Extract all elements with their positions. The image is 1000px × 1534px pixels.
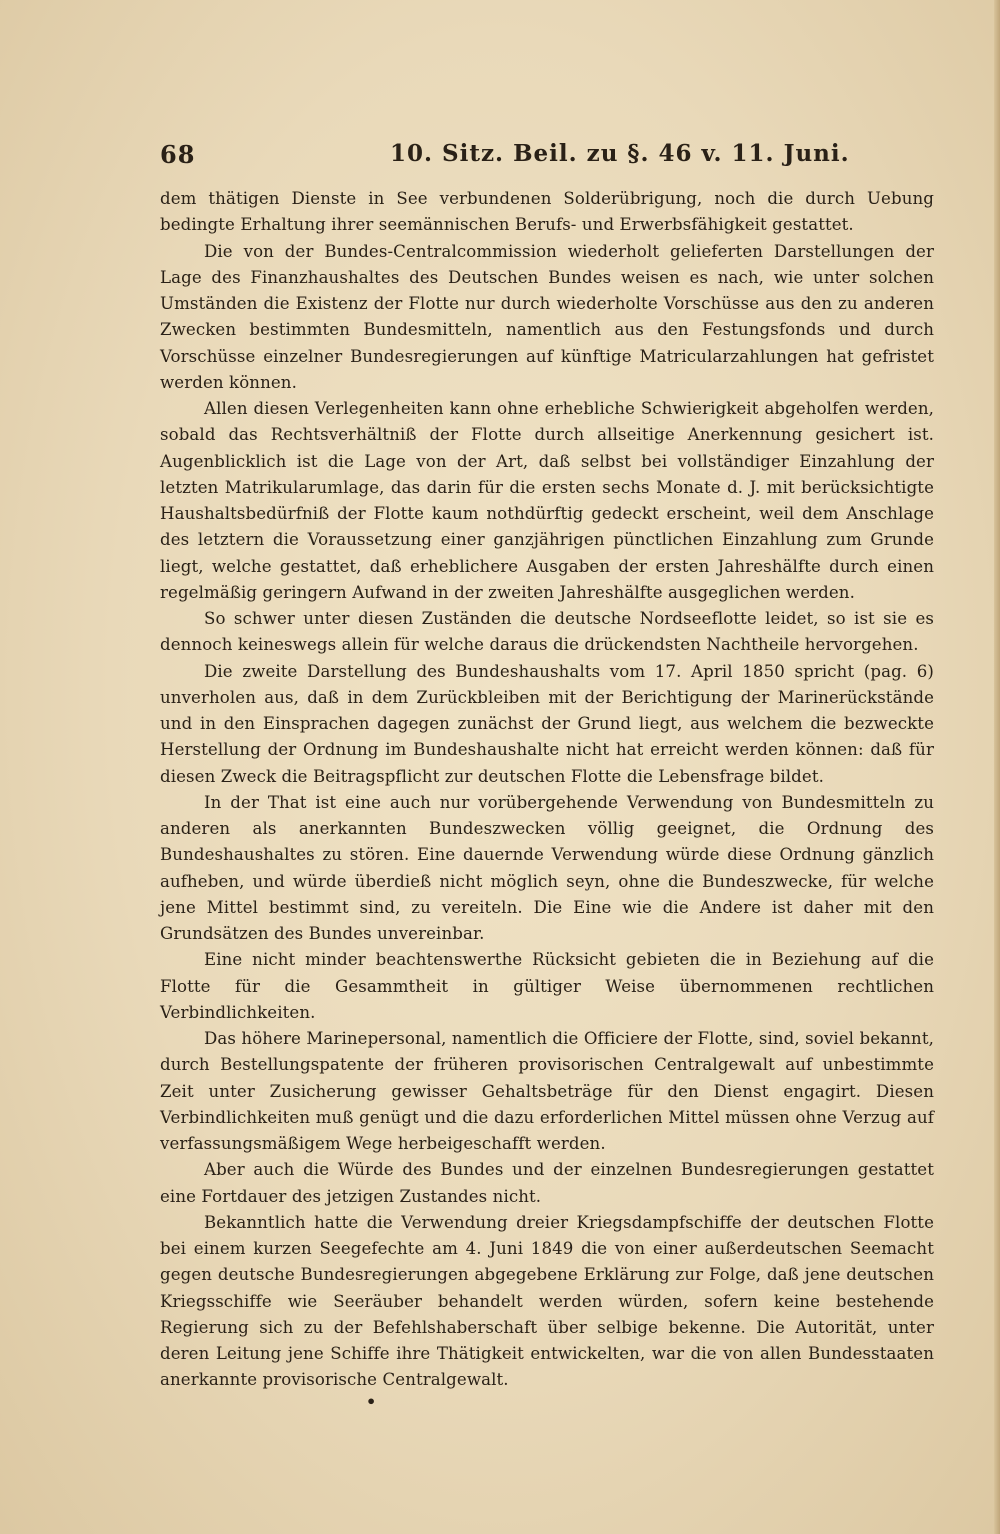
end-mark: • — [366, 1392, 377, 1411]
paragraph: So schwer unter diesen Zuständen die deutsche Nordseeflotte leidet, so ist sie es dennoch keineswegs allein für welche daraus die drückendsten Nachtheile hervorgehen. — [160, 609, 934, 655]
running-head: 10. Sitz. Beil. zu §. 46 v. 11. Juni. — [390, 140, 850, 167]
paragraph: Bekanntlich hatte die Verwendung dreier Kriegsdampfschiffe der deutschen Flotte bei einem kurzen Seegefechte am 4. Juni 1849 die von einer außerdeutschen Seemacht gegen deutsche Bundesregierungen abgegebene Erklärung zur Folge, daß jene deutschen Kriegsschiffe wie Seeräuber behandelt werden würden, sofern keine bestehende Regierung sich zu der Befehlshaberschaft über selbige bekenne. Die Autorität, unter deren Leitung jene Schiffe ihre Thätigkeit entwickelten, war die von allen Bundesstaaten anerkannte provisorische Centralgewalt. — [160, 1212, 934, 1390]
paragraph: Aber auch die Würde des Bundes und der einzelnen Bundesregierungen gestattet eine Fortdauer des jetzigen Zustandes nicht. — [160, 1160, 934, 1206]
paragraph: Die von der Bundes-Centralcommission wiederholt gelieferten Darstellungen der Lage des Finanzhaushaltes des Deutschen Bundes weisen es nach, wie unter solchen Umständen die Existenz der Flotte nur durch wiederholte Vorschüsse aus den zu anderen Zwecken bestimmten Bundesmitteln, namentlich aus den Festungsfonds und durch Vorschüsse einzelner Bundesregierungen auf künftige Matricularzahlungen hat gefristet werden können. — [160, 241, 934, 392]
page-edge-shadow — [994, 0, 1000, 1534]
paragraph: Die zweite Darstellung des Bundeshaushalts vom 17. April 1850 spricht (pag. 6) unverholen aus, daß in dem Zurückbleiben mit der Berichtigung der Marinerückstände und in den Einsprachen dagegen zunächst der Grund liegt, aus welchem die bezweckte Herstellung der Ordnung im Bundeshaushalte nicht hat erreicht werden können: daß für diesen Zweck die Beitragspflicht zur deutschen Flotte die Lebensfrage bildet. — [160, 661, 934, 786]
paragraph-continuation: dem thätigen Dienste in See verbundenen Solderübrigung, noch die durch Uebung bedingte Erhaltung ihrer seemännischen Berufs- und Erwerbsfähigkeit gestattet. — [160, 189, 934, 235]
paragraph: Allen diesen Verlegenheiten kann ohne erhebliche Schwierigkeit abgeholfen werden, sobald das Rechtsverhältniß der Flotte durch allseitige Anerkennung gesichert ist. Augenblicklich ist die Lage von der Art, daß selbst bei vollständiger Einzahlung der letzten Matrikularumlage, das darin für die ersten sechs Monate d. J. mit berücksichtigte Haushaltsbedürfniß der Flotte kaum nothdürftig gedeckt erscheint, weil dem Anschlage des letztern die Voraussetzung einer ganzjährigen pünctlichen Einzahlung zum Grunde liegt, welche gestattet, daß erheblichere Ausgaben der ersten Jahreshälfte durch einen regelmäßig geringern Aufwand in der zweiten Jahreshälfte ausgeglichen werden. — [160, 399, 934, 602]
page-header — [160, 140, 934, 176]
paragraph: In der That ist eine auch nur vorübergehende Verwendung von Bundesmitteln zu anderen als anerkannten Bundeszwecken völlig geeignet, die Ordnung des Bundeshaushaltes zu stören. Eine dauernde Verwendung würde diese Ordnung gänzlich aufheben, und würde überdieß nicht möglich seyn, ohne die Bundeszwecke, für welche jene Mittel bestimmt sind, zu vereiteln. Die Eine wie die Andere ist daher mit den Grundsätzen des Bundes unvereinbar. — [160, 792, 934, 943]
body-text — [160, 186, 934, 1394]
page-number: 68 — [160, 140, 196, 169]
paragraph: Eine nicht minder beachtenswerthe Rücksicht gebieten die in Beziehung auf die Flotte für die Gesammtheit in gültiger Weise übernommenen rechtlichen Verbindlichkeiten. — [160, 950, 934, 1022]
paragraph: Das höhere Marinepersonal, namentlich die Officiere der Flotte, sind, soviel bekannt, durch Bestellungspatente der früheren provisorischen Centralgewalt auf unbestimmte Zeit unter Zusicherung gewisser Gehaltsbeträge für den Dienst engagirt. Diesen Verbindlichkeiten muß genügt und die dazu erforderlichen Mittel müssen ohne Verzug auf verfassungsmäßigem Wege herbeigeschafft werden. — [160, 1029, 934, 1153]
